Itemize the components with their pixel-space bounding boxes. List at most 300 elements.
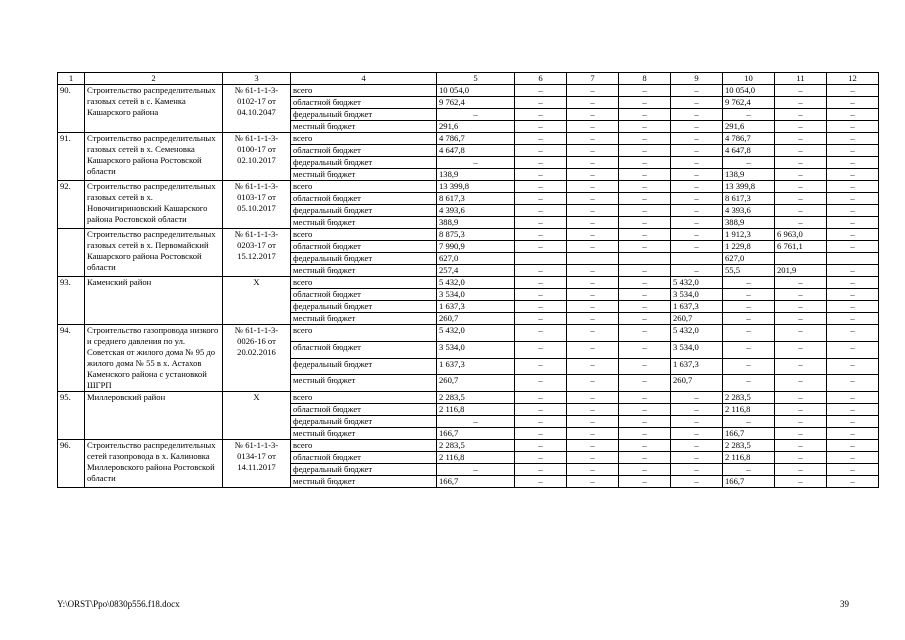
document-ref: № 61-1-1-3- 0100-17 от 02.10.2017 — [223, 133, 291, 181]
value-cell: – — [775, 121, 827, 133]
funding-source: областной бюджет — [291, 145, 437, 157]
funding-source: федеральный бюджет — [291, 464, 437, 476]
value-cell: 10 054,0 — [437, 85, 515, 97]
value-cell: – — [515, 145, 567, 157]
value-cell: – — [775, 217, 827, 229]
value-cell: – — [775, 277, 827, 289]
value-cell: 260,7 — [437, 375, 515, 392]
value-cell: – — [827, 404, 879, 416]
value-cell: 7 990,9 — [437, 241, 515, 253]
table-row — [58, 229, 879, 241]
value-cell: – — [775, 181, 827, 193]
col-header: 1 — [58, 73, 85, 85]
value-cell: – — [671, 193, 723, 205]
funding-source: местный бюджет — [291, 375, 437, 392]
value-cell: 4 647,8 — [723, 145, 775, 157]
value-cell: 388,9 — [723, 217, 775, 229]
value-cell: – — [567, 392, 619, 404]
value-cell: – — [515, 301, 567, 313]
value-cell: – — [619, 476, 671, 488]
value-cell: – — [567, 265, 619, 277]
value-cell: 8 875,3 — [437, 229, 515, 241]
value-cell: – — [515, 416, 567, 428]
value-cell: – — [775, 157, 827, 169]
row-number: 90. — [58, 85, 85, 133]
value-cell: – — [619, 325, 671, 342]
value-cell: – — [515, 241, 567, 253]
value-cell: – — [827, 428, 879, 440]
funding-source: областной бюджет — [291, 241, 437, 253]
header-row — [58, 73, 879, 85]
value-cell: – — [827, 313, 879, 325]
value-cell: 627,0 — [437, 253, 515, 265]
value-cell: – — [775, 416, 827, 428]
value-cell: 1 637,3 — [671, 301, 723, 313]
value-cell: – — [775, 193, 827, 205]
value-cell: – — [827, 169, 879, 181]
value-cell: – — [671, 416, 723, 428]
funding-source: всего — [291, 440, 437, 452]
value-cell: – — [619, 358, 671, 375]
value-cell: – — [671, 109, 723, 121]
value-cell: – — [567, 97, 619, 109]
value-cell: – — [827, 229, 879, 241]
value-cell: 2 116,8 — [437, 452, 515, 464]
value-cell: – — [671, 85, 723, 97]
value-cell: 4 647,8 — [437, 145, 515, 157]
value-cell: 1 637,3 — [437, 358, 515, 375]
value-cell: – — [775, 301, 827, 313]
value-cell: – — [619, 428, 671, 440]
object-name: Миллеровский район — [85, 392, 223, 440]
table-row — [58, 85, 879, 97]
value-cell: – — [723, 157, 775, 169]
value-cell: – — [515, 169, 567, 181]
value-cell: – — [827, 181, 879, 193]
value-cell: 1 229,8 — [723, 241, 775, 253]
value-cell: 4 786,7 — [723, 133, 775, 145]
value-cell: – — [827, 217, 879, 229]
value-cell: 257,4 — [437, 265, 515, 277]
value-cell: 291,6 — [723, 121, 775, 133]
value-cell: – — [567, 109, 619, 121]
value-cell: – — [775, 464, 827, 476]
value-cell: – — [723, 325, 775, 342]
value-cell: – — [827, 145, 879, 157]
value-cell: – — [567, 205, 619, 217]
col-header: 11 — [775, 73, 827, 85]
value-cell — [775, 253, 827, 265]
value-cell: 2 283,5 — [437, 392, 515, 404]
value-cell: 260,7 — [671, 375, 723, 392]
value-cell: – — [515, 464, 567, 476]
budget-table — [57, 72, 879, 488]
value-cell: – — [515, 277, 567, 289]
funding-source: местный бюджет — [291, 169, 437, 181]
value-cell: 2 283,5 — [723, 440, 775, 452]
value-cell: – — [827, 325, 879, 342]
value-cell: – — [723, 277, 775, 289]
table-row — [58, 325, 879, 342]
value-cell: – — [671, 392, 723, 404]
object-name: Строительство распределительных газовых сетей в с. Каменка Кашарского района — [85, 85, 223, 133]
value-cell: – — [827, 416, 879, 428]
table-row — [58, 133, 879, 145]
value-cell: – — [515, 181, 567, 193]
value-cell: – — [827, 452, 879, 464]
value-cell: – — [567, 440, 619, 452]
value-cell: 201,9 — [775, 265, 827, 277]
value-cell: – — [437, 464, 515, 476]
footer-file-path: Y:\ORST\Ppo\0830p556.f18.docx — [57, 599, 180, 609]
object-name: Строительство распределительных сетей газопровода в х. Калиновка Миллеровского района Ростовской области — [85, 440, 223, 488]
value-cell: – — [567, 375, 619, 392]
value-cell: – — [619, 229, 671, 241]
value-cell: – — [567, 169, 619, 181]
value-cell: 166,7 — [723, 428, 775, 440]
value-cell: 2 283,5 — [437, 440, 515, 452]
value-cell: 138,9 — [723, 169, 775, 181]
col-header: 4 — [291, 73, 437, 85]
value-cell: – — [775, 145, 827, 157]
value-cell: – — [515, 133, 567, 145]
value-cell: – — [775, 452, 827, 464]
value-cell: – — [515, 341, 567, 358]
value-cell: – — [437, 157, 515, 169]
row-number: 92. — [58, 181, 85, 229]
document-ref: № 61-1-1-3- 0102-17 от 04.10.2047 — [223, 85, 291, 133]
value-cell: – — [671, 404, 723, 416]
value-cell: – — [723, 341, 775, 358]
value-cell: – — [437, 416, 515, 428]
value-cell: – — [723, 358, 775, 375]
funding-source: федеральный бюджет — [291, 358, 437, 375]
funding-source: федеральный бюджет — [291, 157, 437, 169]
value-cell: 1 912,3 — [723, 229, 775, 241]
value-cell: – — [671, 181, 723, 193]
value-cell — [671, 253, 723, 265]
value-cell: – — [775, 97, 827, 109]
value-cell: 3 534,0 — [437, 289, 515, 301]
funding-source: всего — [291, 325, 437, 342]
value-cell: – — [827, 265, 879, 277]
value-cell: – — [723, 416, 775, 428]
col-header: 2 — [85, 73, 223, 85]
value-cell: – — [515, 85, 567, 97]
value-cell: – — [567, 133, 619, 145]
value-cell: – — [619, 157, 671, 169]
funding-source: федеральный бюджет — [291, 416, 437, 428]
value-cell: – — [723, 313, 775, 325]
funding-source: всего — [291, 181, 437, 193]
value-cell: – — [567, 325, 619, 342]
value-cell: 5 432,0 — [671, 325, 723, 342]
value-cell: – — [567, 404, 619, 416]
row-number: 93. — [58, 277, 85, 325]
value-cell: 4 786,7 — [437, 133, 515, 145]
value-cell: – — [515, 452, 567, 464]
value-cell: – — [671, 133, 723, 145]
value-cell: – — [515, 392, 567, 404]
value-cell: – — [827, 241, 879, 253]
document-ref: № 61-1-1-3- 0103-17 от 05.10.2017 — [223, 181, 291, 229]
value-cell: 3 534,0 — [671, 289, 723, 301]
value-cell: – — [671, 265, 723, 277]
value-cell: – — [515, 265, 567, 277]
funding-source: областной бюджет — [291, 193, 437, 205]
value-cell: – — [515, 313, 567, 325]
value-cell: – — [619, 217, 671, 229]
funding-source: всего — [291, 133, 437, 145]
value-cell: – — [619, 121, 671, 133]
funding-source: федеральный бюджет — [291, 253, 437, 265]
value-cell: – — [515, 289, 567, 301]
funding-source: областной бюджет — [291, 452, 437, 464]
col-header: 6 — [515, 73, 567, 85]
value-cell: – — [827, 157, 879, 169]
value-cell: 4 393,6 — [437, 205, 515, 217]
value-cell: – — [671, 97, 723, 109]
value-cell: 8 617,3 — [723, 193, 775, 205]
value-cell: – — [515, 476, 567, 488]
value-cell: – — [827, 133, 879, 145]
table-row — [58, 440, 879, 452]
funding-source: областной бюджет — [291, 341, 437, 358]
value-cell: 260,7 — [671, 313, 723, 325]
funding-source: областной бюджет — [291, 404, 437, 416]
value-cell: 3 534,0 — [671, 341, 723, 358]
value-cell: – — [619, 193, 671, 205]
value-cell: – — [827, 97, 879, 109]
value-cell: – — [827, 392, 879, 404]
table-body — [58, 73, 879, 488]
value-cell: – — [515, 205, 567, 217]
value-cell: 2 283,5 — [723, 392, 775, 404]
funding-source: областной бюджет — [291, 289, 437, 301]
value-cell: – — [567, 157, 619, 169]
value-cell: – — [619, 85, 671, 97]
value-cell: – — [515, 193, 567, 205]
col-header: 3 — [223, 73, 291, 85]
value-cell: – — [515, 428, 567, 440]
value-cell: – — [775, 341, 827, 358]
value-cell: – — [619, 440, 671, 452]
table-row — [58, 392, 879, 404]
value-cell: – — [775, 169, 827, 181]
value-cell: – — [619, 97, 671, 109]
value-cell: – — [437, 109, 515, 121]
value-cell: – — [619, 145, 671, 157]
funding-source: всего — [291, 392, 437, 404]
value-cell: – — [723, 289, 775, 301]
value-cell: – — [775, 375, 827, 392]
value-cell: – — [723, 375, 775, 392]
value-cell: – — [567, 241, 619, 253]
object-name: Строительство распределительных газовых сетей в х. Первомайский Кашарского района Ростовской области — [85, 229, 223, 277]
value-cell: 166,7 — [437, 428, 515, 440]
value-cell: 5 432,0 — [437, 277, 515, 289]
value-cell: – — [775, 440, 827, 452]
value-cell: 291,6 — [437, 121, 515, 133]
funding-source: местный бюджет — [291, 476, 437, 488]
value-cell: – — [827, 375, 879, 392]
value-cell: – — [619, 313, 671, 325]
value-cell: – — [671, 121, 723, 133]
value-cell: – — [515, 97, 567, 109]
value-cell: – — [671, 145, 723, 157]
value-cell: – — [775, 404, 827, 416]
value-cell: – — [671, 428, 723, 440]
value-cell: – — [567, 145, 619, 157]
value-cell: – — [567, 85, 619, 97]
value-cell: – — [723, 301, 775, 313]
value-cell: 627,0 — [723, 253, 775, 265]
value-cell: – — [567, 464, 619, 476]
value-cell: – — [619, 277, 671, 289]
value-cell: – — [827, 358, 879, 375]
value-cell: 13 399,8 — [437, 181, 515, 193]
document-ref: № 61-1-1-3- 0203-17 от 15.12.2017 — [223, 229, 291, 277]
value-cell: – — [671, 205, 723, 217]
value-cell: – — [567, 452, 619, 464]
value-cell: 6 761,1 — [775, 241, 827, 253]
value-cell: – — [619, 109, 671, 121]
value-cell: 138,9 — [437, 169, 515, 181]
value-cell: – — [775, 289, 827, 301]
funding-source: федеральный бюджет — [291, 205, 437, 217]
value-cell: 388,9 — [437, 217, 515, 229]
value-cell: – — [671, 476, 723, 488]
value-cell: – — [567, 217, 619, 229]
value-cell: 10 054,0 — [723, 85, 775, 97]
value-cell: – — [723, 109, 775, 121]
value-cell: – — [671, 440, 723, 452]
value-cell: – — [775, 428, 827, 440]
value-cell: – — [567, 277, 619, 289]
value-cell: – — [619, 341, 671, 358]
value-cell: 5 432,0 — [437, 325, 515, 342]
value-cell — [827, 253, 879, 265]
value-cell: – — [515, 217, 567, 229]
value-cell — [515, 253, 567, 265]
value-cell: – — [567, 476, 619, 488]
value-cell: – — [619, 452, 671, 464]
value-cell: – — [827, 85, 879, 97]
value-cell: – — [723, 464, 775, 476]
document-ref: № 61-1-1-3- 0026-16 от 20.02.2016 — [223, 325, 291, 392]
value-cell: – — [567, 416, 619, 428]
value-cell: – — [775, 133, 827, 145]
funding-source: всего — [291, 277, 437, 289]
object-name: Строительство распределительных газовых сетей в х. Новочигириновский Кашарского района Ростовской области — [85, 181, 223, 229]
value-cell: – — [567, 193, 619, 205]
value-cell: 6 963,0 — [775, 229, 827, 241]
funding-source: всего — [291, 229, 437, 241]
value-cell: 166,7 — [437, 476, 515, 488]
value-cell: – — [619, 205, 671, 217]
value-cell: – — [775, 205, 827, 217]
value-cell — [567, 253, 619, 265]
value-cell: – — [567, 289, 619, 301]
value-cell: – — [567, 313, 619, 325]
value-cell: – — [775, 325, 827, 342]
value-cell: – — [567, 181, 619, 193]
value-cell: – — [515, 121, 567, 133]
value-cell: – — [827, 301, 879, 313]
value-cell: – — [567, 428, 619, 440]
funding-source: местный бюджет — [291, 313, 437, 325]
value-cell: – — [567, 301, 619, 313]
object-name: Строительство газопровода низкого и среднего давления по ул. Советская от жилого дома № 95 до жилого дома № 55 в х. Астахов Каменского района с установкой ШГРП — [85, 325, 223, 392]
funding-source: федеральный бюджет — [291, 301, 437, 313]
value-cell: 8 617,3 — [437, 193, 515, 205]
value-cell: – — [619, 265, 671, 277]
value-cell: – — [827, 476, 879, 488]
value-cell: – — [671, 217, 723, 229]
value-cell: – — [619, 181, 671, 193]
value-cell: – — [619, 241, 671, 253]
value-cell: – — [619, 169, 671, 181]
value-cell: – — [671, 229, 723, 241]
value-cell: – — [775, 109, 827, 121]
value-cell: 260,7 — [437, 313, 515, 325]
row-number: 91. — [58, 133, 85, 181]
value-cell: 9 762,4 — [723, 97, 775, 109]
value-cell: 1 637,3 — [437, 301, 515, 313]
value-cell — [619, 253, 671, 265]
row-number — [58, 229, 85, 277]
value-cell: – — [827, 121, 879, 133]
value-cell: – — [619, 392, 671, 404]
document-ref: № 61-1-1-3- 0134-17 от 14.11.2017 — [223, 440, 291, 488]
value-cell: – — [827, 277, 879, 289]
table-row — [58, 277, 879, 289]
value-cell: – — [827, 109, 879, 121]
document-ref: Х — [223, 392, 291, 440]
funding-source: всего — [291, 85, 437, 97]
col-header: 12 — [827, 73, 879, 85]
funding-source: местный бюджет — [291, 217, 437, 229]
value-cell: 2 116,8 — [437, 404, 515, 416]
value-cell: – — [671, 169, 723, 181]
row-number: 95. — [58, 392, 85, 440]
value-cell: – — [515, 358, 567, 375]
value-cell: – — [827, 464, 879, 476]
value-cell: – — [827, 440, 879, 452]
value-cell: – — [567, 341, 619, 358]
value-cell: 2 116,8 — [723, 404, 775, 416]
value-cell: – — [619, 289, 671, 301]
value-cell: 5 432,0 — [671, 277, 723, 289]
page-number: 39 — [840, 599, 849, 609]
col-header: 8 — [619, 73, 671, 85]
value-cell: – — [619, 301, 671, 313]
value-cell: – — [515, 157, 567, 169]
value-cell: – — [671, 452, 723, 464]
value-cell: – — [775, 313, 827, 325]
value-cell: – — [567, 358, 619, 375]
value-cell: – — [515, 375, 567, 392]
document-ref: Х — [223, 277, 291, 325]
value-cell: – — [515, 229, 567, 241]
value-cell: – — [827, 341, 879, 358]
row-number: 94. — [58, 325, 85, 392]
col-header: 9 — [671, 73, 723, 85]
row-number: 96. — [58, 440, 85, 488]
value-cell: – — [827, 205, 879, 217]
funding-source: местный бюджет — [291, 265, 437, 277]
col-header: 5 — [437, 73, 515, 85]
